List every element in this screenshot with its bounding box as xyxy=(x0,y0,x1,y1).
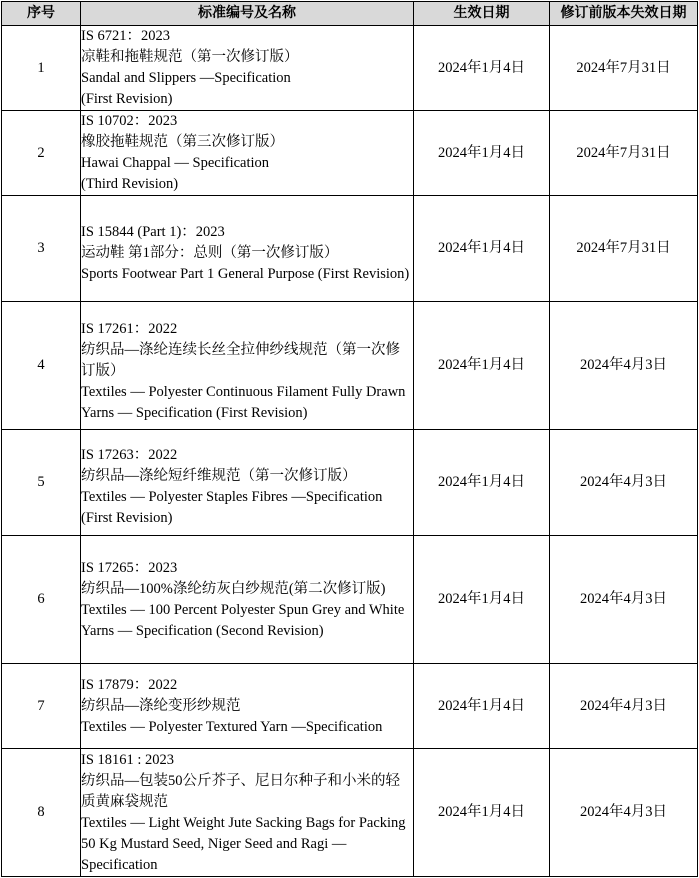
table-row xyxy=(2,196,698,302)
standard-name-cell xyxy=(81,430,414,536)
table-row xyxy=(2,111,698,196)
standard-title-en: Sandal and Slippers —Specification xyxy=(81,70,291,86)
expire-date: 2024年7月31日 xyxy=(550,196,698,302)
standard-name-cell xyxy=(81,749,414,877)
standard-title-cn: 纺织品—涤纶短纤维规范（第一次修订版） xyxy=(81,468,357,484)
standard-name-cell xyxy=(81,111,414,196)
effective-date: 2024年1月4日 xyxy=(414,26,550,111)
standard-title-cn: 纺织品—包装50公斤芥子、尼日尔种子和小米的轻质黄麻袋规范 xyxy=(81,772,400,810)
standard-code: IS 17879：2022 xyxy=(81,676,178,693)
standard-code: IS 17261：2022 xyxy=(81,321,178,337)
standard-code: IS 17265：2023 xyxy=(81,559,178,576)
row-index: 7 xyxy=(2,664,81,749)
header-effective-date: 生效日期 xyxy=(414,2,550,26)
effective-date: 2024年1月4日 xyxy=(414,664,550,749)
row-index: 2 xyxy=(2,111,81,196)
standards-table xyxy=(1,1,698,877)
expire-date: 2024年4月3日 xyxy=(550,749,698,877)
standard-title-cn: 运动鞋 第1部分：总则（第一次修订版） xyxy=(81,244,339,261)
standard-code: IS 15844 (Part 1)：2023 xyxy=(81,223,225,240)
row-index: 5 xyxy=(2,430,81,536)
row-index: 8 xyxy=(2,749,81,877)
expire-date: 2024年4月3日 xyxy=(550,430,698,536)
expire-date: 2024年7月31日 xyxy=(550,111,698,196)
standard-name-cell xyxy=(81,26,414,111)
standard-title-cn: 凉鞋和拖鞋规范（第一次修订版） xyxy=(81,49,299,65)
row-index: 1 xyxy=(2,26,81,111)
row-index: 3 xyxy=(2,196,81,302)
expire-date: 2024年7月31日 xyxy=(550,26,698,111)
row-index: 6 xyxy=(2,536,81,664)
standard-title-cn: 纺织品—涤纶连续长丝全拉伸纱线规范（第一次修订版） xyxy=(81,342,400,379)
standard-title-en: Textiles — Polyester Textured Yarn —Specification xyxy=(81,718,383,735)
header-name: 标准编号及名称 xyxy=(81,2,414,26)
standard-name-cell xyxy=(81,536,414,664)
expire-date: 2024年4月3日 xyxy=(550,664,698,749)
standard-title-en: Textiles — Polyester Staples Fibres —Specification (First Revision) xyxy=(81,489,383,526)
header-row xyxy=(2,2,698,26)
effective-date: 2024年1月4日 xyxy=(414,430,550,536)
standard-code: IS 6721：2023 xyxy=(81,28,171,44)
standard-title-en: Textiles — Light Weight Jute Sacking Bags for Packing 50 Kg Mustard Seed, Niger Seed and Ragi — Specification xyxy=(81,814,406,873)
standard-code: IS 18161 : 2023 xyxy=(81,751,175,768)
standard-name-cell xyxy=(81,664,414,749)
table-row xyxy=(2,302,698,430)
effective-date: 2024年1月4日 xyxy=(414,111,550,196)
standard-code: IS 17263：2022 xyxy=(81,447,178,463)
table-row xyxy=(2,430,698,536)
standard-code: IS 10702：2023 xyxy=(81,113,178,129)
header-index: 序号 xyxy=(2,2,81,26)
standard-name-cell xyxy=(81,196,414,302)
effective-date: 2024年1月4日 xyxy=(414,749,550,877)
standard-title-cn: 橡胶拖鞋规范（第三次修订版） xyxy=(81,134,284,150)
table-row xyxy=(2,536,698,664)
header-expire-date: 修订前版本失效日期 xyxy=(550,2,698,26)
table-row xyxy=(2,749,698,877)
standard-title-en: Textiles — Polyester Continuous Filament Fully Drawn Yarns — Specification (First Revision) xyxy=(81,384,406,421)
table-row xyxy=(2,664,698,749)
standard-title-en: Hawai Chappal — Specification xyxy=(81,155,270,171)
expire-date: 2024年4月3日 xyxy=(550,536,698,664)
standard-title-en: Sports Footwear Part 1 General Purpose (First Revision) xyxy=(81,265,410,282)
effective-date: 2024年1月4日 xyxy=(414,196,550,302)
expire-date: 2024年4月3日 xyxy=(550,302,698,430)
table-row xyxy=(2,26,698,111)
standard-title-en: Textiles — 100 Percent Polyester Spun Grey and White Yarns — Specification (Second Revision) xyxy=(81,601,405,639)
standard-name-cell xyxy=(81,302,414,430)
standard-title-cn: 纺织品—100%涤纶纺灰白纱规范(第二次修订版) xyxy=(81,580,386,597)
standard-title-cn: 纺织品—涤纶变形纱规范 xyxy=(81,697,241,714)
effective-date: 2024年1月4日 xyxy=(414,302,550,430)
standard-revision: (Third Revision) xyxy=(81,176,179,192)
effective-date: 2024年1月4日 xyxy=(414,536,550,664)
row-index: 4 xyxy=(2,302,81,430)
standard-revision: (First Revision) xyxy=(81,91,173,107)
